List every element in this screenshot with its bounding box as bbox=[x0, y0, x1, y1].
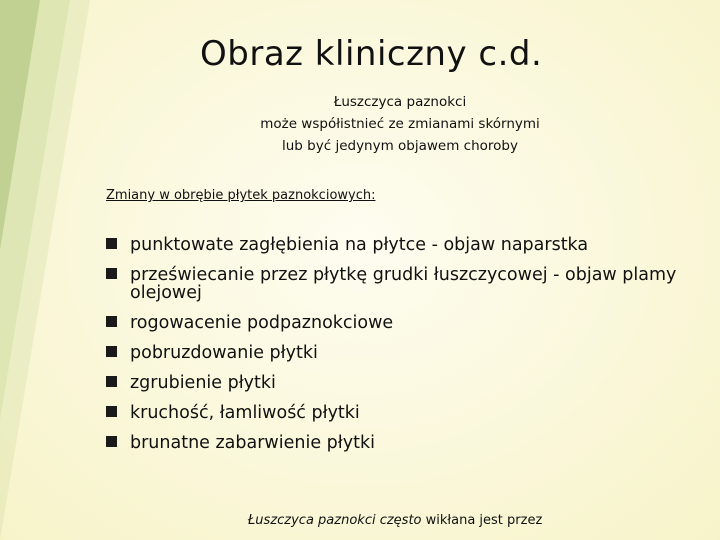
footer-text bbox=[248, 513, 542, 528]
bullet-square-icon bbox=[106, 436, 117, 447]
bullet-list bbox=[106, 236, 706, 464]
footer-italic-text: Łuszczyca paznokci często bbox=[248, 513, 422, 528]
footer-normal-text: wikłana jest przez bbox=[421, 513, 543, 528]
bullet-square-icon bbox=[106, 316, 117, 327]
list-item bbox=[106, 266, 706, 302]
list-item-text: przeświecanie przez płytkę grudki łuszczycowej - objaw plamy olejowej bbox=[130, 265, 677, 303]
slide-title: Obraz kliniczny c.d. bbox=[200, 34, 543, 74]
list-item bbox=[106, 374, 706, 392]
list-item bbox=[106, 404, 706, 422]
bullet-square-icon bbox=[106, 406, 117, 417]
list-item-text: zgrubienie płytki bbox=[130, 373, 276, 393]
bullet-square-icon bbox=[106, 238, 117, 249]
list-item bbox=[106, 434, 706, 452]
list-item bbox=[106, 344, 706, 362]
subtitle-line: może współistnieć ze zmianami skórnymi bbox=[260, 116, 540, 132]
list-item bbox=[106, 314, 706, 332]
list-item-text: rogowacenie podpaznokciowe bbox=[130, 313, 394, 333]
subtitle-line: lub być jedynym objawem choroby bbox=[282, 138, 518, 154]
list-item-text: kruchość, łamliwość płytki bbox=[130, 403, 360, 423]
list-item-text: brunatne zabarwienie płytki bbox=[130, 433, 375, 453]
list-item-text: punktowate zagłębienia na płytce - objaw naparstka bbox=[130, 235, 589, 255]
list-item bbox=[106, 236, 706, 254]
bullet-square-icon bbox=[106, 376, 117, 387]
bullet-square-icon bbox=[106, 346, 117, 357]
section-label: Zmiany w obrębie płytek paznokciowych: bbox=[106, 188, 376, 203]
subtitle-line: Łuszczyca paznokci bbox=[333, 94, 467, 110]
slide-subtitle bbox=[240, 91, 560, 157]
list-item-text: pobruzdowanie płytki bbox=[130, 343, 318, 363]
bullet-square-icon bbox=[106, 268, 117, 279]
